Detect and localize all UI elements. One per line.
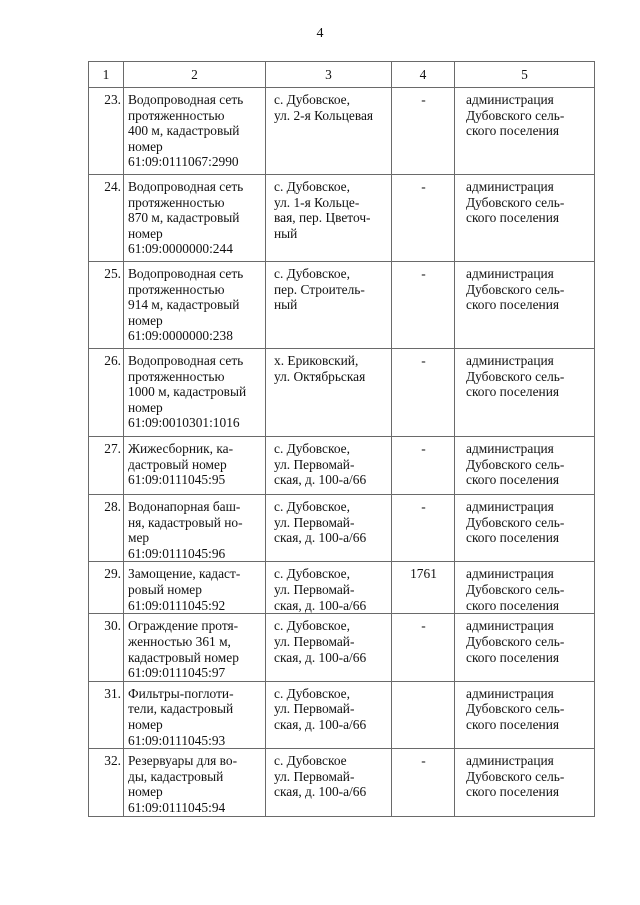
address-line: ный	[274, 297, 298, 313]
area-cell	[392, 262, 455, 349]
object-name-line: номер	[128, 138, 163, 154]
area-value: -	[421, 353, 426, 368]
owner-line: ского поселения	[466, 297, 560, 313]
object-name-line: мер	[128, 530, 150, 546]
object-name-line: 870 м, кадастровый	[128, 210, 240, 226]
owner-cell	[455, 495, 595, 562]
owner-line: Дубовского сель-	[466, 581, 565, 597]
owner-cell	[455, 437, 595, 495]
page-number: 4	[316, 26, 324, 41]
object-name-line: Фильтры-поглоти-	[128, 685, 234, 701]
header-cell-5: 5	[455, 62, 595, 88]
area-cell	[392, 437, 455, 495]
owner-line: ского поселения	[466, 530, 560, 546]
address-line: ул. Первомай-	[274, 701, 355, 717]
row-number: 27.	[104, 441, 121, 456]
row-number: 25.	[104, 266, 121, 281]
owner-line: администрация	[466, 618, 554, 634]
object-name-cell	[124, 681, 266, 748]
address-cell	[266, 749, 392, 817]
row-number-cell	[89, 175, 124, 262]
row-number: 26.	[104, 353, 121, 368]
owner-line: администрация	[466, 266, 554, 281]
object-name-line: 61:09:0111067:2990	[128, 154, 239, 170]
address-cell	[266, 495, 392, 562]
object-name-cell	[124, 562, 266, 614]
owner-line: Дубовского сель-	[466, 194, 565, 210]
owner-line: Дубовского сель-	[466, 456, 565, 472]
owner-cell	[455, 349, 595, 437]
address-line: с. Дубовское,	[274, 499, 350, 514]
address-cell	[266, 262, 392, 349]
address-line: ская, д. 100-а/66	[274, 597, 367, 613]
address-line: ул. Первомай-	[274, 633, 355, 649]
address-line: с. Дубовское,	[274, 92, 350, 107]
owner-cell	[455, 562, 595, 614]
area-value: -	[421, 179, 426, 194]
address-cell	[266, 437, 392, 495]
owner-cell	[455, 749, 595, 817]
table-row	[89, 262, 595, 349]
table-body	[89, 62, 595, 817]
owner-line: администрация	[466, 441, 554, 456]
table-row	[89, 349, 595, 437]
owner-cell	[455, 681, 595, 748]
owner-line: ского поселения	[466, 649, 560, 665]
object-name-cell	[124, 262, 266, 349]
row-number: 32.	[104, 753, 121, 769]
row-number-cell	[89, 681, 124, 748]
object-name-line: 61:09:0111045:92	[128, 597, 226, 613]
object-name-line: 61:09:0000000:238	[128, 328, 233, 344]
address-line: ул. Первомай-	[274, 581, 355, 597]
row-number-cell	[89, 437, 124, 495]
table-row	[89, 614, 595, 681]
object-name-line: Водонапорная баш-	[128, 499, 241, 514]
address-line: пер. Строитель-	[274, 281, 365, 297]
object-name-line: 1000 м, кадастровый	[128, 384, 247, 400]
object-name-line: протяженностью	[128, 281, 225, 297]
area-value: 1761	[410, 566, 437, 582]
object-name-line: Жижесборник, ка-	[128, 441, 234, 456]
object-name-line: ровый номер	[128, 581, 202, 597]
area-value: -	[421, 441, 426, 456]
object-name-line: протяженностью	[128, 368, 225, 384]
header-cell-3: 3	[266, 62, 392, 88]
owner-line: администрация	[466, 753, 554, 769]
area-cell	[392, 495, 455, 562]
area-cell	[392, 562, 455, 614]
object-name-cell	[124, 349, 266, 437]
object-name-line: номер	[128, 399, 163, 415]
row-number-cell	[89, 562, 124, 614]
row-number: 23.	[104, 92, 121, 107]
row-number-cell	[89, 88, 124, 175]
address-cell	[266, 88, 392, 175]
object-name-line: 61:09:0111045:93	[128, 732, 226, 748]
object-name-line: Водопроводная сеть	[128, 179, 244, 194]
area-value: -	[421, 92, 426, 107]
row-number: 29.	[104, 566, 121, 582]
owner-line: Дубовского сель-	[466, 633, 565, 649]
row-number: 31.	[104, 685, 121, 701]
table-row	[89, 437, 595, 495]
table-row	[89, 681, 595, 748]
address-line: ул. 2-я Кольцевая	[274, 107, 374, 123]
owner-line: ского поселения	[466, 784, 560, 800]
owner-line: администрация	[466, 179, 554, 194]
object-name-line: тели, кадастровый	[128, 701, 234, 717]
address-line: ская, д. 100-а/66	[274, 530, 367, 546]
object-name-line: Водопроводная сеть	[128, 266, 244, 281]
owner-line: администрация	[466, 353, 554, 368]
object-name-line: номер	[128, 784, 163, 800]
table-row	[89, 562, 595, 614]
address-cell	[266, 681, 392, 748]
object-name-line: 400 м, кадастровый	[128, 123, 240, 139]
owner-cell	[455, 614, 595, 681]
object-name-line: 61:09:0111045:95	[128, 472, 226, 488]
row-number: 24.	[104, 179, 121, 194]
address-line: с. Дубовское,	[274, 685, 350, 701]
owner-line: администрация	[466, 685, 554, 701]
address-line: с. Дубовское,	[274, 441, 350, 456]
object-name-line: кадастровый номер	[128, 649, 239, 665]
object-name-line: ды, кадастровый	[128, 768, 224, 784]
object-name-line: протяженностью	[128, 194, 225, 210]
address-cell	[266, 614, 392, 681]
header-cell-4: 4	[392, 62, 455, 88]
owner-line: Дубовского сель-	[466, 107, 565, 123]
address-cell	[266, 349, 392, 437]
area-cell	[392, 88, 455, 175]
area-cell	[392, 175, 455, 262]
object-name-cell	[124, 175, 266, 262]
owner-line: администрация	[466, 566, 554, 582]
address-line: ская, д. 100-а/66	[274, 472, 367, 488]
address-line: ская, д. 100-а/66	[274, 716, 367, 732]
owner-line: Дубовского сель-	[466, 768, 565, 784]
owner-line: ского поселения	[466, 210, 560, 226]
row-number-cell	[89, 749, 124, 817]
owner-line: ского поселения	[466, 716, 560, 732]
object-name-line: 61:09:0010301:1016	[128, 415, 240, 431]
address-line: с. Дубовское	[274, 753, 347, 769]
address-line: ул. 1-я Кольце-	[274, 194, 360, 210]
address-line: ул. Первомай-	[274, 768, 355, 784]
owner-line: Дубовского сель-	[466, 368, 565, 384]
object-name-line: ня, кадастровый но-	[128, 514, 243, 530]
address-line: ул. Октябрьская	[274, 368, 366, 384]
area-cell	[392, 681, 455, 748]
area-value: -	[421, 618, 426, 634]
row-number-cell	[89, 262, 124, 349]
object-name-line: 914 м, кадастровый	[128, 297, 240, 313]
owner-line: администрация	[466, 92, 554, 107]
object-name-line: номер	[128, 225, 163, 241]
address-line: ская, д. 100-а/66	[274, 649, 367, 665]
table-row	[89, 175, 595, 262]
object-name-line: Резервуары для во-	[128, 753, 238, 769]
property-registry-table	[88, 61, 595, 817]
object-name-line: Ограждение протя-	[128, 618, 239, 634]
table-header-row	[89, 62, 595, 88]
object-name-cell	[124, 437, 266, 495]
object-name-cell	[124, 495, 266, 562]
row-number-cell	[89, 349, 124, 437]
address-line: ул. Первомай-	[274, 456, 355, 472]
table-row	[89, 495, 595, 562]
owner-cell	[455, 88, 595, 175]
area-cell	[392, 614, 455, 681]
object-name-line: номер	[128, 716, 163, 732]
object-name-cell	[124, 749, 266, 817]
object-name-line: дастровый номер	[128, 456, 227, 472]
address-line: ская, д. 100-а/66	[274, 784, 367, 800]
area-value: -	[421, 499, 426, 514]
owner-line: ского поселения	[466, 472, 560, 488]
row-number-cell	[89, 495, 124, 562]
row-number: 28.	[104, 499, 121, 514]
area-value: -	[421, 753, 426, 769]
address-cell	[266, 562, 392, 614]
object-name-line: женностью 361 м,	[128, 633, 231, 649]
address-line: ный	[274, 225, 298, 241]
object-name-line: 61:09:0000000:244	[128, 241, 233, 257]
address-line: х. Ериковский,	[274, 353, 359, 368]
owner-line: ского поселения	[466, 123, 560, 139]
owner-cell	[455, 262, 595, 349]
address-line: с. Дубовское,	[274, 266, 350, 281]
address-line: вая, пер. Цветоч-	[274, 210, 371, 226]
row-number: 30.	[104, 618, 121, 634]
owner-line: Дубовского сель-	[466, 281, 565, 297]
object-name-line: номер	[128, 312, 163, 328]
owner-cell	[455, 175, 595, 262]
address-line: с. Дубовское,	[274, 566, 350, 582]
object-name-cell	[124, 614, 266, 681]
object-name-line: 61:09:0111045:96	[128, 545, 226, 561]
table-row	[89, 749, 595, 817]
header-cell-2: 2	[124, 62, 266, 88]
owner-line: ского поселения	[466, 384, 560, 400]
address-line: с. Дубовское,	[274, 618, 350, 634]
area-cell	[392, 749, 455, 817]
address-line: с. Дубовское,	[274, 179, 350, 194]
object-name-line: 61:09:0111045:94	[128, 799, 226, 815]
header-cell-1: 1	[89, 62, 124, 88]
object-name-line: 61:09:0111045:97	[128, 665, 226, 681]
owner-line: ского поселения	[466, 597, 560, 613]
area-cell	[392, 349, 455, 437]
owner-line: Дубовского сель-	[466, 701, 565, 717]
object-name-line: Замощение, кадаст-	[128, 566, 241, 582]
object-name-line: Водопроводная сеть	[128, 353, 244, 368]
row-number-cell	[89, 614, 124, 681]
owner-line: администрация	[466, 499, 554, 514]
object-name-cell	[124, 88, 266, 175]
object-name-line: Водопроводная сеть	[128, 92, 244, 107]
owner-line: Дубовского сель-	[466, 514, 565, 530]
table-row	[89, 88, 595, 175]
object-name-line: протяженностью	[128, 107, 225, 123]
area-value: -	[421, 266, 426, 281]
address-line: ул. Первомай-	[274, 514, 355, 530]
address-cell	[266, 175, 392, 262]
